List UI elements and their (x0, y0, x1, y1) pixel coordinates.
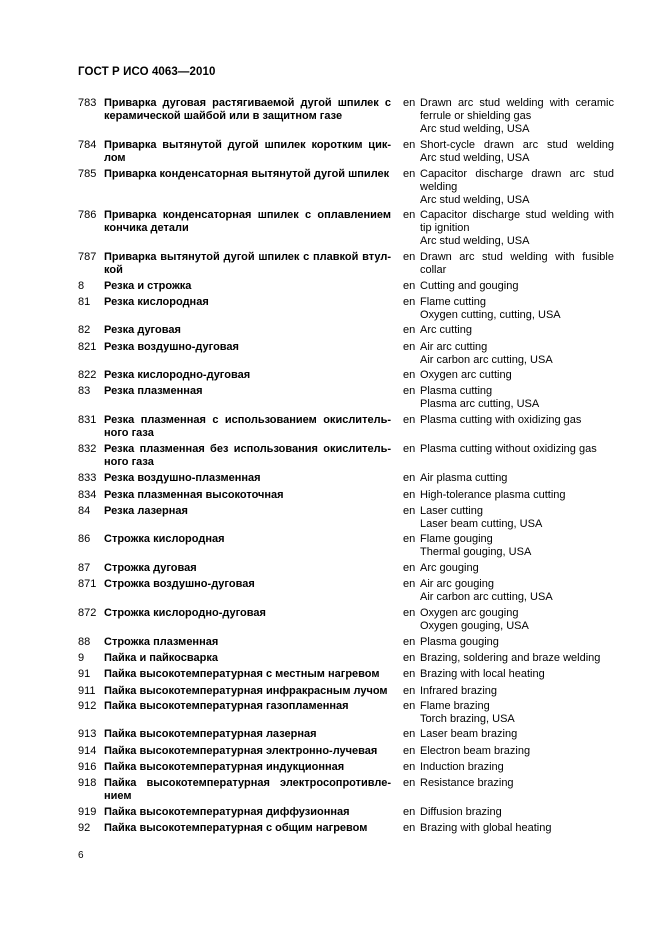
term-number: 916 (78, 761, 97, 773)
term-english-line: Oxygen arc cutting (420, 369, 512, 381)
term-number: 83 (78, 385, 91, 397)
term-russian-line: Резка плазменная (104, 385, 203, 397)
language-code: en (403, 324, 416, 336)
term-english (420, 324, 614, 337)
term-russian-line: Резка плазменная без использования окислитель- (104, 443, 391, 455)
term-number: 87 (78, 562, 91, 574)
term-russian-line: Резка воздушно-плазменная (104, 472, 261, 484)
language-code: en (403, 341, 416, 353)
term-english-line: Diffusion brazing (420, 806, 502, 818)
term-english (420, 745, 614, 758)
term-english-line: Induction brazing (420, 761, 504, 773)
language-code: en (403, 822, 416, 834)
language-code: en (403, 251, 416, 263)
term-russian-line: Строжка дуговая (104, 562, 197, 574)
term-number: 832 (78, 443, 97, 455)
term-russian (104, 296, 391, 309)
term-english-line: Arc gouging (420, 562, 479, 574)
term-russian-line: Резка и строжка (104, 280, 192, 292)
term-english-line: Drawn arc stud welding with ceramic (420, 97, 614, 109)
term-english (420, 296, 614, 322)
term-english-line: Plasma gouging (420, 636, 499, 648)
language-code: en (403, 296, 416, 308)
term-english-line: Air arc gouging (420, 578, 494, 590)
term-russian (104, 761, 391, 774)
term-russian-line: Приварка конденсаторная вытянутой дугой шпилек (104, 168, 390, 180)
term-russian-line: Приварка конденсаторная шпилек с оплавлением (104, 209, 391, 221)
term-russian (104, 806, 391, 819)
term-english (420, 562, 614, 575)
term-english (420, 822, 614, 835)
term-english (420, 443, 614, 456)
term-english-line: Arc cutting (420, 324, 472, 336)
term-english (420, 489, 614, 502)
term-russian-line: Пайка высокотемпературная электросопротивле- (104, 777, 391, 789)
term-russian-line: ного газа (104, 456, 154, 468)
term-russian (104, 251, 391, 277)
term-russian-line: кончика детали (104, 222, 189, 234)
term-russian-line: кой (104, 264, 123, 276)
term-english-line: Resistance brazing (420, 777, 514, 789)
term-russian (104, 578, 391, 591)
term-russian-line: Пайка высокотемпературная электронно-лучевая (104, 745, 378, 757)
term-english (420, 168, 614, 207)
term-number: 81 (78, 296, 91, 308)
term-russian (104, 505, 391, 518)
term-russian-line: Приварка вытянутой дугой шпилек с плавкой втул- (104, 251, 391, 263)
term-english-line: Plasma cutting without oxidizing gas (420, 443, 597, 455)
term-russian (104, 443, 391, 469)
term-number: 86 (78, 533, 91, 545)
term-russian-line: Резка кислородно-дуговая (104, 369, 251, 381)
term-english-line: Electron beam brazing (420, 745, 531, 757)
term-english (420, 636, 614, 649)
term-number: 783 (78, 97, 97, 109)
term-russian (104, 777, 391, 803)
language-code: en (403, 97, 416, 109)
term-english-line: Plasma arc cutting, USA (420, 398, 540, 410)
term-russian (104, 533, 391, 546)
term-english (420, 414, 614, 427)
term-english (420, 385, 614, 411)
term-number: 786 (78, 209, 97, 221)
language-code: en (403, 385, 416, 397)
term-number: 92 (78, 822, 91, 834)
term-russian (104, 472, 391, 485)
term-number: 834 (78, 489, 97, 501)
term-english (420, 251, 614, 277)
language-code: en (403, 745, 416, 757)
term-number: 872 (78, 607, 97, 619)
term-russian (104, 636, 391, 649)
term-number: 833 (78, 472, 97, 484)
term-russian (104, 209, 391, 235)
term-russian-line: Пайка высокотемпературная индукционная (104, 761, 345, 773)
term-russian (104, 97, 391, 123)
term-english (420, 472, 614, 485)
page-number: 6 (78, 850, 84, 861)
term-english (420, 700, 614, 726)
term-english-line: Infrared brazing (420, 685, 498, 697)
term-english-line: Short-cycle drawn arc stud welding (420, 139, 614, 151)
language-code: en (403, 562, 416, 574)
term-russian-line: Строжка плазменная (104, 636, 219, 648)
term-number: 914 (78, 745, 97, 757)
term-english (420, 505, 614, 531)
term-russian (104, 728, 391, 741)
term-russian (104, 489, 391, 502)
language-code: en (403, 209, 416, 221)
term-english (420, 685, 614, 698)
term-russian-line: нием (104, 790, 132, 802)
term-english-line: Flame brazing (420, 700, 490, 712)
term-russian (104, 324, 391, 337)
term-russian (104, 168, 391, 181)
term-russian (104, 385, 391, 398)
term-russian-line: Пайка высокотемпературная инфракрасным лучом (104, 685, 388, 697)
term-english-line: ferrule or shielding gas (420, 110, 532, 122)
language-code: en (403, 443, 416, 455)
language-code: en (403, 578, 416, 590)
term-english-line: Torch brazing, USA (420, 713, 515, 725)
term-russian-line: Резка дуговая (104, 324, 181, 336)
term-english-line: Air plasma cutting (420, 472, 508, 484)
term-english-line: High-tolerance plasma cutting (420, 489, 566, 501)
language-code: en (403, 607, 416, 619)
term-number: 912 (78, 700, 97, 712)
term-english (420, 761, 614, 774)
term-english-line: welding (420, 181, 458, 193)
document-header: ГОСТ Р ИСО 4063—2010 (78, 66, 216, 78)
term-english-line: Oxygen cutting, cutting, USA (420, 309, 561, 321)
term-number: 918 (78, 777, 97, 789)
term-number: 787 (78, 251, 97, 263)
term-russian-line: Пайка высокотемпературная диффузионная (104, 806, 350, 818)
term-english-line: Flame gouging (420, 533, 493, 545)
term-english (420, 777, 614, 790)
term-russian (104, 607, 391, 620)
language-code: en (403, 505, 416, 517)
term-english (420, 139, 614, 165)
term-russian (104, 685, 391, 698)
term-english-line: Brazing with local heating (420, 668, 545, 680)
language-code: en (403, 652, 416, 664)
term-english-line: Air carbon arc cutting, USA (420, 354, 553, 366)
term-number: 84 (78, 505, 91, 517)
term-english-line: tip ignition (420, 222, 470, 234)
language-code: en (403, 472, 416, 484)
term-english (420, 607, 614, 633)
term-english-line: Laser cutting (420, 505, 483, 517)
term-number: 821 (78, 341, 97, 353)
term-english-line: Arc stud welding, USA (420, 152, 530, 164)
term-number: 871 (78, 578, 97, 590)
term-russian-line: Пайка высокотемпературная газопламенная (104, 700, 349, 712)
term-english-line: Air carbon arc cutting, USA (420, 591, 553, 603)
language-code: en (403, 700, 416, 712)
term-russian-line: Пайка высокотемпературная с местным нагревом (104, 668, 380, 680)
term-russian-line: Пайка высокотемпературная с общим нагревом (104, 822, 368, 834)
term-english (420, 341, 614, 367)
term-number: 919 (78, 806, 97, 818)
language-code: en (403, 806, 416, 818)
term-english-line: Air arc cutting (420, 341, 488, 353)
term-english (420, 806, 614, 819)
term-english-line: Plasma cutting (420, 385, 493, 397)
term-english (420, 209, 614, 248)
term-english-line: Plasma cutting with oxidizing gas (420, 414, 582, 426)
term-english (420, 97, 614, 136)
term-english-line: Flame cutting (420, 296, 487, 308)
term-english-line: Cutting and gouging (420, 280, 519, 292)
term-number: 88 (78, 636, 91, 648)
language-code: en (403, 489, 416, 501)
language-code: en (403, 728, 416, 740)
term-russian (104, 652, 391, 665)
term-russian-line: Строжка кислородно-дуговая (104, 607, 266, 619)
language-code: en (403, 414, 416, 426)
term-number: 822 (78, 369, 97, 381)
term-english-line: Capacitor discharge drawn arc stud (420, 168, 614, 180)
language-code: en (403, 777, 416, 789)
term-english (420, 652, 614, 665)
term-russian-line: Резка плазменная с использованием окислитель- (104, 414, 391, 426)
term-russian-line: Пайка и пайкосварка (104, 652, 218, 664)
term-russian-line: Резка плазменная высокоточная (104, 489, 284, 501)
term-russian-line: Строжка кислородная (104, 533, 225, 545)
term-number: 913 (78, 728, 97, 740)
language-code: en (403, 685, 416, 697)
term-number: 82 (78, 324, 91, 336)
term-number: 911 (78, 685, 96, 697)
term-number: 9 (78, 652, 85, 664)
term-english-line: Capacitor discharge stud welding with (420, 209, 614, 221)
term-english (420, 533, 614, 559)
term-russian (104, 139, 391, 165)
term-english-line: collar (420, 264, 447, 276)
term-russian-line: лом (104, 152, 126, 164)
term-number: 785 (78, 168, 97, 180)
term-russian-line: Резка лазерная (104, 505, 188, 517)
term-russian (104, 562, 391, 575)
term-english-line: Arc stud welding, USA (420, 123, 530, 135)
term-russian (104, 668, 391, 681)
term-russian (104, 745, 391, 758)
language-code: en (403, 139, 416, 151)
term-english (420, 280, 614, 293)
term-russian-line: Резка воздушно-дуговая (104, 341, 239, 353)
term-russian (104, 822, 391, 835)
term-russian-line: Пайка высокотемпературная лазерная (104, 728, 317, 740)
term-english-line: Arc stud welding, USA (420, 235, 530, 247)
language-code: en (403, 761, 416, 773)
term-english-line: Laser beam cutting, USA (420, 518, 543, 530)
term-english (420, 369, 614, 382)
term-english (420, 728, 614, 741)
term-number: 784 (78, 139, 97, 151)
term-russian (104, 369, 391, 382)
term-russian-line: Резка кислородная (104, 296, 209, 308)
language-code: en (403, 636, 416, 648)
language-code: en (403, 168, 416, 180)
term-english-line: Brazing with global heating (420, 822, 552, 834)
term-english-line: Arc stud welding, USA (420, 194, 530, 206)
language-code: en (403, 533, 416, 545)
term-number: 91 (78, 668, 91, 680)
language-code: en (403, 280, 416, 292)
term-english-line: Thermal gouging, USA (420, 546, 532, 558)
term-russian-line: ного газа (104, 427, 154, 439)
term-russian (104, 280, 391, 293)
language-code: en (403, 369, 416, 381)
term-russian-line: Приварка дуговая растягиваемой дугой шпилек с (104, 97, 391, 109)
term-english-line: Brazing, soldering and braze welding (420, 652, 601, 664)
term-english-line: Laser beam brazing (420, 728, 518, 740)
term-russian-line: Приварка вытянутой дугой шпилек коротким цик- (104, 139, 391, 151)
term-russian-line: керамической шайбой или в защитном газе (104, 110, 343, 122)
term-russian (104, 700, 391, 713)
term-russian (104, 414, 391, 440)
term-number: 8 (78, 280, 85, 292)
term-russian-line: Строжка воздушно-дуговая (104, 578, 255, 590)
term-number: 831 (78, 414, 97, 426)
term-english (420, 668, 614, 681)
term-english-line: Oxygen gouging, USA (420, 620, 529, 632)
term-english-line: Drawn arc stud welding with fusible (420, 251, 614, 263)
language-code: en (403, 668, 416, 680)
term-english-line: Oxygen arc gouging (420, 607, 519, 619)
term-russian (104, 341, 391, 354)
term-english (420, 578, 614, 604)
